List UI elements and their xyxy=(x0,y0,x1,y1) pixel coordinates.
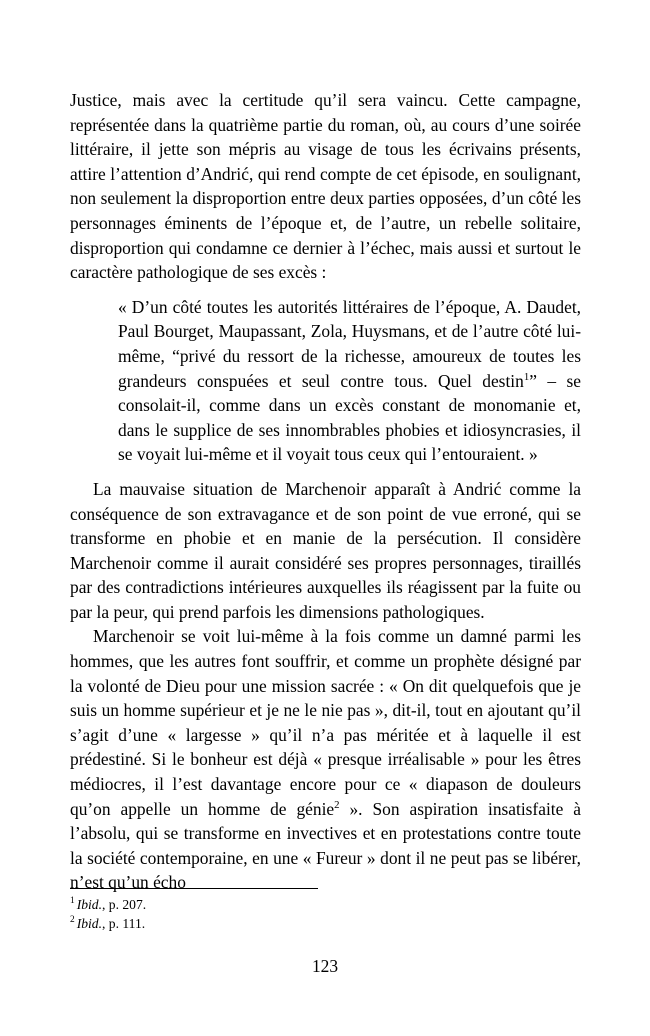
footnote-1-source: Ibid. xyxy=(76,897,102,912)
page-number: 123 xyxy=(311,956,339,976)
blockquote-spacer-top xyxy=(70,285,581,295)
blockquote xyxy=(70,295,581,467)
paragraph-3-text-before-note: Marchenoir se voit lui-même à la fois comme un damné parmi les hommes, que les autres font souffrir, et comme un prophète désigné par la volonté de Dieu pour une mission sacrée : « On dit quelquefois que je suis un homme supérieur et je ne le nie pas », dit-il, tout en ajoutant qu’il s’agit d’une « largesse » qu’il n’a pas méritée et à laquelle il est prédestiné. Si le bonheur est déjà « presque irréalisable » pour les êtres médiocres, il l’est davantage encore pour ce « diapason de douleurs qu’on appelle un homme de génie xyxy=(70,626,581,819)
blockquote-text-after-note: ” – se consolait-il, comme dans un excès constant de monomanie et, dans le supplice de ses innombrables phobies et idiosyncrasies, il se voyait lui-même et il voyait tous ceux qui l’entouraient. » xyxy=(118,370,581,465)
paragraph-3-text-after-note: ». Son aspiration insatisfaite à l’absolu, qui se transforme en invectives et en protestations contre toute la société contemporaine, en une « Fureur » dont il ne peut pas se libérer, n’est qu’un écho xyxy=(70,798,581,893)
footnote-marker-1[interactable]: 1 xyxy=(523,370,530,383)
footnote-1-reference: , p. 207. xyxy=(101,897,147,912)
footnote-1-number: 1 xyxy=(70,896,75,907)
blockquote-spacer-bottom xyxy=(70,467,581,477)
footnote-2-source: Ibid. xyxy=(76,915,102,931)
blockquote-text xyxy=(118,295,581,467)
paragraph-3 xyxy=(70,624,581,895)
footnote-2-number: 2 xyxy=(70,914,75,925)
paragraph-2: La mauvaise situation de Marchenoir apparaît à Andrić comme la conséquence de son extravagance et de son point de vue erroné, qui se transforme en phobie et en manie de la persécution. Il considère Marchenoir comme il aurait considéré ses propres personnages, tiraillés par des contradictions intérieures auxquelles ils réagissent par la fuite ou par la peur, qui prend parfois les dimensions pathologiques. xyxy=(70,478,581,622)
text-column xyxy=(70,88,581,895)
footnote-marker-2[interactable]: 2 xyxy=(334,798,340,811)
blockquote-text-before-note: « D’un côté toutes les autorités littéraires de l’époque, A. Daudet, Paul Bourget, Maupassant, Zola, Huysmans, et de l’autre côté lui-même, “privé du ressort de la richesse, amoureux de toutes les grandeurs conspuées et seul contre tous. Quel destin xyxy=(118,296,581,391)
footnote-2 xyxy=(70,915,581,934)
footnote-1 xyxy=(70,896,581,915)
paragraph-1: Justice, mais avec la certitude qu’il sera vaincu. Cette campagne, représentée dans la quatrième partie du roman, où, au cours d’une soirée littéraire, il jette son mépris au visage de tous les écrivains présents, attire l’attention d’Andrić, qui rend compte de cet épisode, en soulignant, non seulement la disproportion entre deux parties opposées, d’un côté les personnages éminents de l’époque et, de l’autre, un rebelle solitaire, disproportion qui condamne ce dernier à l’échec, mais aussi et surtout le caractère pathologique de ses excès : xyxy=(70,90,581,283)
footnote-2-reference: , p. 111. xyxy=(101,915,146,931)
footnote-area xyxy=(70,888,581,933)
footnote-separator-rule xyxy=(70,888,318,889)
